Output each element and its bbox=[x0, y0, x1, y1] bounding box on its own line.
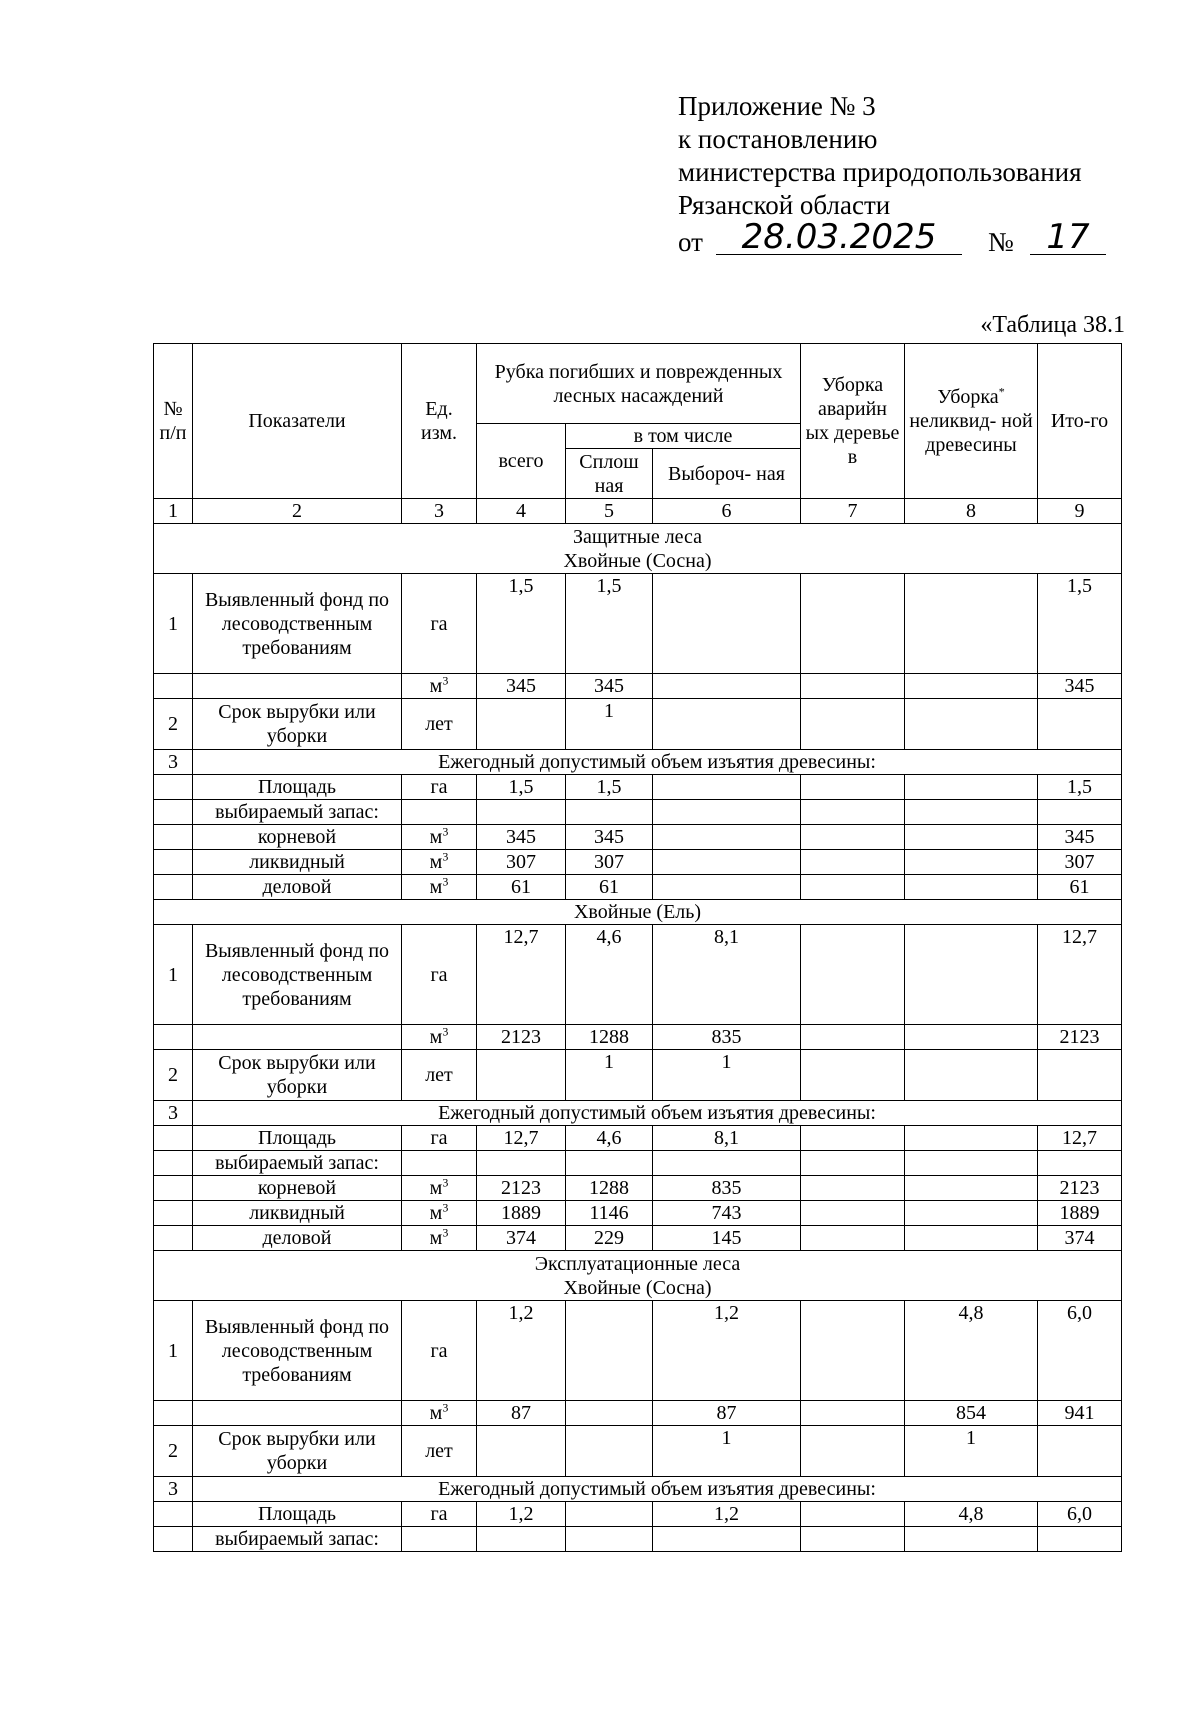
table-row: 2 Срок вырубки или уборки лет 1 1 bbox=[154, 1426, 1122, 1477]
section-title: Защитные леса Хвойные (Сосна) bbox=[154, 524, 1122, 574]
col-header-cutting-group: Рубка погибших и поврежденных лесных насаждений bbox=[477, 344, 801, 424]
table-row: 3 Ежегодный допустимый объем изъятия древесины: bbox=[154, 750, 1122, 775]
table-row: ликвидный $м^3$ 307 307 307 bbox=[154, 850, 1122, 875]
col-header-emergency: Уборка аварийн ых деревье в bbox=[801, 344, 905, 499]
col-header-indicators: Показатели bbox=[193, 344, 402, 499]
column-numbers-row: 1 2 3 4 5 6 7 8 9 bbox=[154, 499, 1122, 524]
col-header-all: всего bbox=[477, 424, 566, 499]
document-header bbox=[678, 90, 1090, 262]
table-row: Площадь га 1,2 1,2 4,8 6,0 bbox=[154, 1502, 1122, 1527]
table-row: деловой $м^3$ 61 61 61 bbox=[154, 875, 1122, 900]
section-header-row bbox=[154, 1251, 1122, 1301]
table-row: выбираемый запас: bbox=[154, 1527, 1122, 1552]
table-row: выбираемый запас: bbox=[154, 800, 1122, 825]
table-caption: «Таблица 38.1 bbox=[980, 312, 1125, 338]
col-header-number: № п/п bbox=[154, 344, 193, 499]
section-header-row bbox=[154, 900, 1122, 925]
header-ministry: министерства природопользования bbox=[678, 157, 1082, 187]
section-header-row bbox=[154, 524, 1122, 574]
section-title: Хвойные (Ель) bbox=[154, 900, 1122, 925]
number-label: № bbox=[988, 227, 1014, 257]
col-header-total: Ито-го bbox=[1038, 344, 1122, 499]
handwritten-date: 28.03.2025 bbox=[716, 220, 962, 255]
table-row: 2 Срок вырубки или уборки лет 1 bbox=[154, 699, 1122, 750]
header-appendix: Приложение № 3 bbox=[678, 91, 876, 121]
col-header-clear: Сплош ная bbox=[566, 449, 653, 499]
table-row: Площадь га 1,5 1,5 1,5 bbox=[154, 775, 1122, 800]
handwritten-number: 17 bbox=[1030, 220, 1106, 255]
col-header-unit: Ед. изм. bbox=[402, 344, 477, 499]
table-row: 3 Ежегодный допустимый объем изъятия древесины: bbox=[154, 1477, 1122, 1502]
col-header-illiquid: Уборка* неликвид- ной древесины bbox=[905, 344, 1038, 499]
table-row: 1 Выявленный фонд по лесоводственным требованиям га 1,5 1,5 1,5 bbox=[154, 574, 1122, 674]
header-date-line bbox=[678, 217, 1090, 262]
table-row: ликвидный $м^3$ 1889 1146 743 1889 bbox=[154, 1201, 1122, 1226]
from-label: от bbox=[678, 227, 703, 257]
table-row: $м^3$ 87 87 854 941 bbox=[154, 1401, 1122, 1426]
table-row: корневой $м^3$ 2123 1288 835 2123 bbox=[154, 1176, 1122, 1201]
table-row: $м^3$ 345 345 345 bbox=[154, 674, 1122, 699]
col-header-including: в том числе bbox=[566, 424, 801, 449]
table-row: 1 Выявленный фонд по лесоводственным требованиям га 1,2 1,2 4,8 6,0 bbox=[154, 1301, 1122, 1401]
data-table bbox=[153, 343, 1122, 1552]
header-region: Рязанской области bbox=[678, 190, 891, 220]
col-header-selective: Выбороч- ная bbox=[653, 449, 801, 499]
table-row: Площадь га 12,7 4,6 8,1 12,7 bbox=[154, 1126, 1122, 1151]
table-row: $м^3$ 2123 1288 835 2123 bbox=[154, 1025, 1122, 1050]
table-row: 1 Выявленный фонд по лесоводственным требованиям га 12,7 4,6 8,1 12,7 bbox=[154, 925, 1122, 1025]
table-row: деловой $м^3$ 374 229 145 374 bbox=[154, 1226, 1122, 1251]
header-resolution: к постановлению bbox=[678, 124, 878, 154]
table-row: 2 Срок вырубки или уборки лет 1 1 bbox=[154, 1050, 1122, 1101]
section-title: Эксплуатационные леса Хвойные (Сосна) bbox=[154, 1251, 1122, 1301]
table-row: выбираемый запас: bbox=[154, 1151, 1122, 1176]
table-row: 3 Ежегодный допустимый объем изъятия древесины: bbox=[154, 1101, 1122, 1126]
table-row: корневой $м^3$ 345 345 345 bbox=[154, 825, 1122, 850]
